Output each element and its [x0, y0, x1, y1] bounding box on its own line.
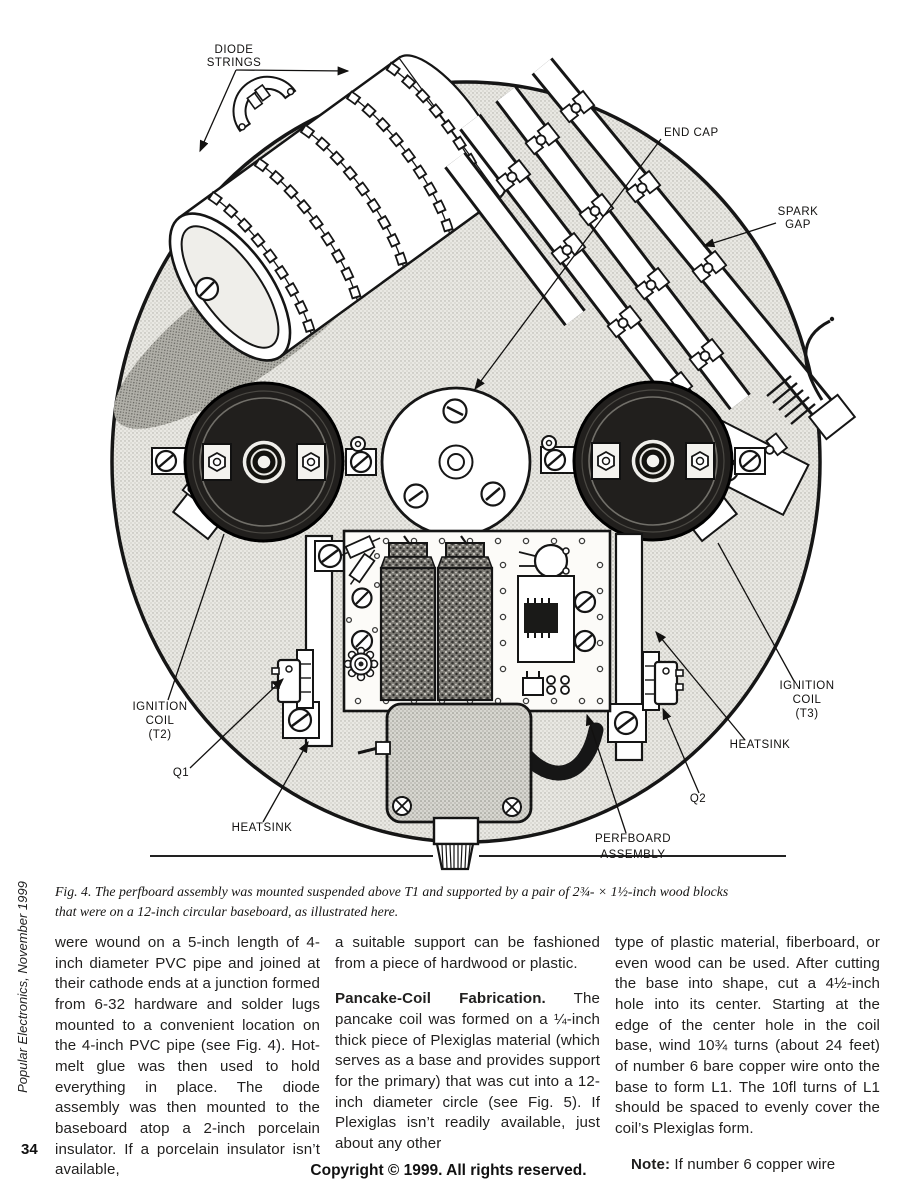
- label-ignition-coil-t3: IGNITION: [779, 680, 835, 692]
- label-spark-gap: GAP: [785, 219, 811, 231]
- label-end-cap: END CAP: [664, 127, 719, 139]
- label-heatsink-right: HEATSINK: [729, 739, 791, 751]
- magazine-spine-text: Popular Electronics, November 1999: [15, 881, 30, 1093]
- label-perfboard-assembly: PERFBOARD: [594, 833, 672, 845]
- note-label: Note:: [631, 1155, 671, 1173]
- capacitor-jar-1: [381, 536, 435, 700]
- wire-tip: [830, 317, 834, 321]
- label-ignition-coil-t2: COIL: [145, 715, 175, 727]
- figure-caption: Fig. 4. The perfboard assembly was mounted suspended above T1 and supported by a pair of 2¾- × 1½-inch wood blocks that were on a 12-inch circular baseboard, as illustrated here.: [55, 884, 729, 919]
- paragraph-text: The pancake coil was formed on a ¼-inch thick piece of Plexiglas material (which serves as a base and provides support for the primary) that was cut into a 12-inch diameter circle (see Fig. 5). If Plexiglas isn’t readily available, just about any other: [335, 990, 600, 1153]
- page-number: 34: [21, 1141, 38, 1158]
- end-cap-disc: [382, 388, 530, 536]
- ic-chip: [524, 598, 558, 638]
- bottom-knob: [434, 818, 478, 869]
- copyright-line: Copyright © 1999. All rights reserved.: [310, 1162, 587, 1179]
- paragraph: type of plastic material, fiberboard, or even wood can be used. After cutting the base into shape, cut a 4½-inch hole into its center. Starting at the edge of the center hole in the coil base, wind 10¾ turns (about 24 feet) of number 6 bare copper wire onto the base to form L1. The 10fl turns of L1 should be spaced to evenly cover the coil’s Plexiglas form.: [615, 934, 880, 1138]
- article-body: [55, 933, 881, 1181]
- article-column-3: [615, 933, 880, 1181]
- section-heading: Pancake-Coil Fabrication.: [335, 990, 546, 1008]
- perfboard: [339, 531, 610, 711]
- label-heatsink-left: HEATSINK: [231, 822, 293, 834]
- paragraph: were wound on a 5-inch length of 4-inch diameter PVC pipe and joined at their cathode ends at a junction formed from 6-32 hardware and solder lugs mounted to a convenient location on the 4-inch PVC pipe (see Fig. 4). Hot-melt glue was then used to hold everything in place. The diode assembly was then mounted to the baseboard atop a 2-inch porcelain insulator. If a porcelain insulator isn’t available,: [55, 934, 320, 1179]
- phillips-screw: [393, 797, 411, 815]
- label-q2: Q2: [689, 793, 707, 805]
- diode-junction-hardware: [220, 63, 296, 131]
- gear-component: [345, 648, 378, 681]
- paragraph: [335, 989, 600, 1154]
- label-ignition-coil-t2: (T2): [148, 729, 172, 741]
- label-ignition-coil-t3: (T3): [795, 708, 819, 720]
- label-ignition-coil-t3: COIL: [792, 694, 822, 706]
- paragraph: a suitable support can be fashioned from a piece of hardwood or plastic.: [335, 934, 600, 972]
- label-perfboard-assembly: ASSEMBLY: [600, 849, 666, 861]
- article-column-1: [55, 933, 320, 1181]
- article-column-2: [335, 933, 600, 1181]
- paragraph-text: If number 6 copper wire: [670, 1155, 836, 1173]
- label-spark-gap: SPARK: [777, 206, 819, 218]
- label-q1: Q1: [172, 767, 190, 779]
- label-ignition-coil-t2: IGNITION: [132, 701, 188, 713]
- label-diode-strings: STRINGS: [206, 57, 262, 69]
- phillips-screw: [503, 798, 521, 816]
- capacitor-jar-2: [438, 536, 492, 700]
- label-diode-strings: DIODE: [214, 44, 254, 56]
- pipe-end-screw: [196, 278, 218, 300]
